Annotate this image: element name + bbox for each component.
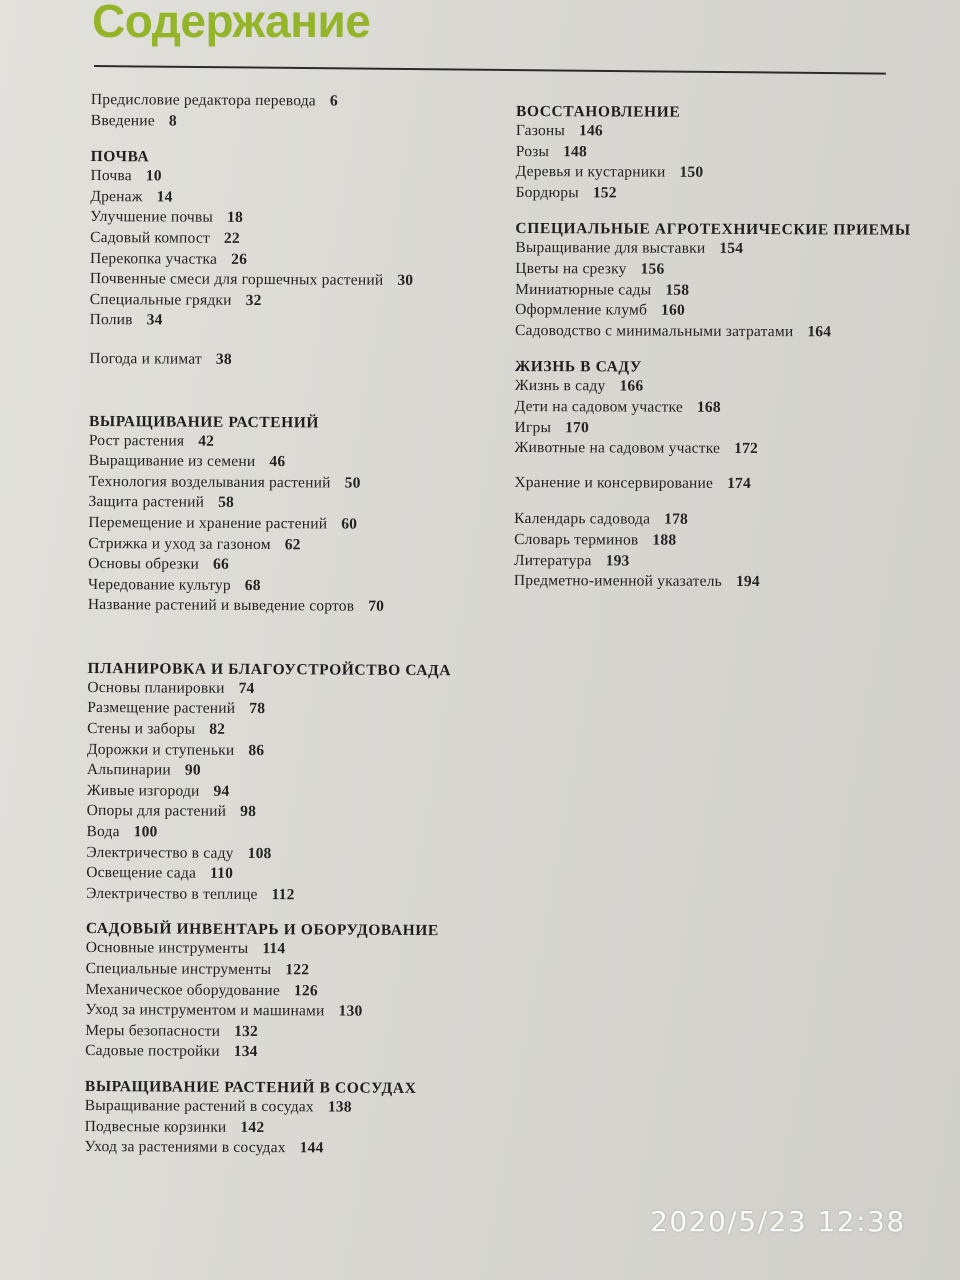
toc-section	[88, 412, 509, 619]
entry-title: Освещение сада	[86, 864, 197, 882]
toc-section	[89, 349, 509, 372]
entry-title: Улучшение почвы	[90, 208, 214, 227]
toc-entry	[90, 187, 510, 210]
entry-page-number: 86	[248, 741, 265, 759]
entry-page-number: 156	[640, 260, 665, 278]
entry-title: Деревья и кустарники	[515, 163, 666, 181]
toc-entry	[89, 431, 509, 454]
entry-page-number: 142	[240, 1118, 265, 1136]
section-heading: ВЫРАЩИВАНИЕ РАСТЕНИЙ	[88, 412, 320, 431]
entry-page-number: 154	[719, 240, 744, 258]
entry-page-number: 146	[578, 122, 603, 140]
toc-entry	[91, 90, 511, 113]
entry-page-number: 158	[665, 281, 690, 299]
toc-section	[515, 219, 916, 343]
toc-entry	[87, 719, 507, 742]
entry-title: Вода	[86, 823, 120, 841]
entry-title: Перемещение и хранение растений	[88, 513, 328, 533]
toc-entry	[87, 740, 507, 763]
toc-entry	[90, 207, 510, 230]
title-rule	[94, 65, 886, 75]
toc-entry	[90, 290, 510, 313]
entry-title: Основные инструменты	[85, 939, 249, 958]
entry-page-number: 194	[735, 573, 760, 591]
entry-title: Садоводство с минимальными затратами	[514, 321, 794, 340]
section-heading: ПОЧВА	[90, 148, 150, 166]
section-heading: ВЫРАЩИВАНИЕ РАСТЕНИЙ В СОСУДАХ	[84, 1077, 417, 1097]
entry-page-number: 160	[661, 301, 685, 319]
entry-title: Календарь садовода	[514, 510, 651, 528]
toc-section	[514, 509, 914, 593]
entry-page-number: 170	[565, 418, 589, 436]
toc-entry	[86, 959, 506, 982]
entry-page-number: 10	[145, 167, 162, 185]
toc-entry	[87, 801, 507, 824]
entry-page-number: 34	[146, 311, 163, 329]
entry-page-number: 110	[210, 864, 234, 883]
entry-title: Выращивание для выставки	[515, 239, 706, 258]
entry-title: Выращивание из семени	[88, 452, 256, 471]
entry-page-number: 138	[327, 1098, 352, 1116]
entry-page-number: 166	[619, 377, 644, 395]
toc-entry	[516, 121, 916, 143]
entry-title: Цветы на срезку	[515, 259, 627, 278]
entry-title: Миниатюрные сады	[515, 280, 652, 299]
entry-page-number: 114	[262, 940, 286, 958]
entry-page-number: 46	[269, 453, 286, 471]
toc-entry	[87, 760, 507, 783]
toc-left-column	[84, 90, 511, 1160]
toc-entry	[85, 1117, 505, 1140]
toc-section	[514, 473, 914, 495]
entry-title: Полив	[89, 311, 133, 329]
entry-title: Альпинарии	[86, 761, 172, 779]
entry-title: Предметно-именной указатель	[513, 572, 723, 590]
entry-page-number: 172	[734, 440, 759, 458]
entry-title: Словарь терминов	[514, 530, 639, 549]
entry-page-number: 78	[249, 700, 266, 718]
toc-entry	[516, 162, 916, 184]
entry-title: Название растений и выведение сортов	[87, 596, 355, 615]
entry-title: Почвенные смеси для горшечных растений	[89, 270, 384, 289]
toc-section	[516, 102, 916, 205]
entry-page-number: 60	[341, 515, 358, 533]
entry-title: Электричество в саду	[86, 843, 234, 862]
toc-entry	[515, 376, 915, 398]
entry-title: Игры	[514, 418, 552, 436]
entry-title: Садовые постройки	[85, 1042, 220, 1061]
entry-page-number: 74	[238, 679, 255, 697]
entry-page-number: 62	[284, 535, 301, 553]
entry-title: Введение	[90, 111, 155, 129]
entry-page-number: 164	[807, 323, 832, 341]
toc-section	[90, 147, 511, 333]
toc-entry	[88, 533, 508, 556]
toc-entry	[515, 397, 915, 419]
entry-page-number: 152	[592, 184, 617, 202]
toc-entry	[91, 111, 511, 134]
entry-page-number: 100	[133, 823, 158, 841]
toc-entry	[85, 1096, 505, 1119]
entry-title: Животные на садовом участке	[514, 439, 721, 458]
entry-title: Механическое оборудование	[85, 980, 281, 999]
entry-title: Оформление клумб	[515, 301, 648, 319]
entry-page-number: 70	[368, 597, 385, 616]
entry-title: Дети на садовом участке	[514, 397, 683, 416]
toc-entry	[84, 1137, 504, 1160]
toc-entry	[89, 349, 509, 372]
entry-page-number: 32	[245, 291, 262, 309]
entry-title: Уход за растениями в сосудах	[84, 1138, 286, 1157]
toc-entry	[514, 509, 914, 531]
entry-title: Жизнь в саду	[514, 377, 606, 395]
toc-entry	[514, 571, 914, 593]
page-title: Содержание	[92, 0, 371, 47]
entry-title: Специальные инструменты	[85, 959, 272, 979]
entry-title: Чередование культур	[87, 575, 231, 594]
entry-page-number: 122	[285, 961, 310, 979]
toc-entry	[90, 228, 510, 251]
entry-page-number: 66	[212, 555, 230, 573]
entry-page-number: 98	[240, 803, 257, 821]
toc-entry	[86, 863, 506, 886]
entry-title: Литература	[513, 551, 592, 569]
entry-page-number: 134	[233, 1043, 258, 1061]
section-heading: ПЛАНИРОВКА И БЛАГОУСТРОЙСТВО САДА	[87, 659, 452, 680]
toc-entry	[88, 595, 508, 618]
entry-title: Хранение и консервирование	[514, 473, 714, 492]
toc-entry	[88, 575, 508, 598]
entry-page-number: 82	[209, 720, 226, 738]
toc-entry	[86, 822, 506, 845]
entry-title: Подвесные корзинки	[84, 1117, 227, 1136]
entry-page-number: 94	[213, 782, 230, 800]
section-heading: ВОССТАНОВЛЕНИЕ	[515, 102, 681, 121]
entry-title: Защита растений	[88, 493, 205, 512]
entry-page-number: 150	[679, 163, 704, 182]
toc-entry	[90, 249, 510, 272]
entry-title: Дорожки и ступеньки	[86, 740, 235, 759]
toc-entry	[86, 938, 506, 961]
toc-entry	[90, 310, 510, 333]
toc-entry	[514, 530, 914, 552]
entry-page-number: 148	[563, 142, 588, 160]
toc-entry	[90, 269, 510, 292]
toc-entry	[88, 492, 508, 515]
entry-title: Почва	[90, 167, 132, 185]
entry-page-number: 18	[227, 209, 244, 227]
toc-entry	[85, 1000, 505, 1023]
entry-page-number: 90	[184, 761, 201, 779]
toc-entry	[85, 1021, 505, 1044]
entry-title: Живые изгороди	[86, 781, 200, 800]
toc-entry	[515, 280, 915, 302]
entry-title: Меры безопасности	[85, 1021, 221, 1040]
photo-timestamp: 2020/5/23 12:38	[650, 1205, 906, 1238]
entry-title: Бордюры	[515, 183, 579, 202]
entry-title: Специальные грядки	[89, 290, 232, 309]
toc-entry	[87, 678, 507, 701]
toc-entry	[89, 451, 509, 474]
entry-title: Дренаж	[90, 187, 143, 206]
entry-title: Погода и климат	[89, 349, 202, 368]
toc-entry	[86, 843, 506, 866]
toc-section	[514, 357, 914, 460]
toc-entry	[515, 418, 915, 440]
toc-entry	[515, 238, 915, 260]
entry-page-number: 126	[293, 981, 318, 999]
entry-title: Газоны	[515, 121, 566, 140]
entry-page-number: 178	[664, 510, 689, 529]
entry-page-number: 30	[397, 272, 414, 290]
toc-section	[84, 1077, 504, 1160]
section-heading: ЖИЗНЬ В САДУ	[514, 358, 642, 376]
toc-entry	[88, 513, 508, 536]
entry-page-number: 144	[299, 1139, 324, 1157]
entry-title: Основы обрезки	[88, 555, 200, 573]
toc-entry	[87, 698, 507, 721]
toc-right-column	[514, 102, 916, 593]
toc-entry	[516, 142, 916, 164]
toc-section	[85, 919, 506, 1064]
section-heading: СПЕЦИАЛЬНЫЕ АГРОТЕХНИЧЕСКИЕ ПРИЕМЫ	[515, 220, 911, 240]
toc-entry	[85, 1041, 505, 1064]
entry-title: Розы	[515, 142, 550, 160]
entry-title: Стены и заборы	[87, 720, 196, 738]
entry-title: Предисловие редактора перевода	[90, 90, 316, 110]
toc-entry	[516, 183, 916, 205]
entry-page-number: 68	[244, 576, 261, 594]
entry-page-number: 42	[198, 432, 215, 450]
entry-page-number: 168	[696, 398, 721, 416]
toc-entry	[86, 884, 506, 907]
toc-entry	[89, 472, 509, 495]
toc-entry	[514, 438, 914, 460]
entry-page-number: 26	[231, 250, 248, 268]
entry-page-number: 132	[234, 1022, 259, 1040]
toc-entry	[515, 259, 915, 281]
toc-section	[91, 90, 511, 134]
entry-title: Уход за инструментом и машинами	[85, 1001, 325, 1020]
toc-entry	[515, 300, 915, 322]
entry-title: Основы планировки	[87, 678, 225, 697]
entry-page-number: 8	[168, 112, 177, 130]
section-heading: САДОВЫЙ ИНВЕНТАРЬ И ОБОРУДОВАНИЕ	[85, 920, 439, 940]
entry-title: Рост растения	[88, 431, 185, 450]
toc-entry	[515, 321, 915, 343]
entry-title: Электричество в теплице	[86, 884, 258, 903]
entry-page-number: 38	[215, 350, 232, 368]
entry-title: Садовый компост	[90, 228, 211, 247]
entry-page-number: 108	[247, 844, 272, 862]
entry-page-number: 22	[223, 229, 240, 247]
toc-entry	[87, 781, 507, 804]
entry-page-number: 174	[727, 474, 752, 492]
toc-entry	[90, 166, 510, 189]
toc-entry	[85, 980, 505, 1003]
entry-title: Технология возделывания растений	[88, 472, 331, 492]
entry-title: Стрижка и уход за газоном	[88, 534, 271, 553]
entry-page-number: 58	[218, 494, 235, 512]
entry-page-number: 193	[605, 551, 630, 569]
toc-entry	[88, 554, 508, 577]
toc-entry	[514, 550, 914, 572]
entry-page-number: 6	[329, 92, 338, 110]
entry-title: Опоры для растений	[86, 802, 227, 821]
toc-section	[86, 659, 507, 907]
entry-page-number: 130	[338, 1002, 363, 1020]
toc-entry	[514, 473, 914, 495]
entry-page-number: 188	[652, 531, 677, 549]
entry-page-number: 112	[271, 885, 295, 904]
entry-title: Размещение растений	[87, 699, 236, 718]
entry-title: Перекопка участка	[89, 249, 218, 268]
entry-page-number: 50	[344, 474, 361, 492]
entry-title: Выращивание растений в сосудах	[84, 1096, 314, 1116]
entry-page-number: 14	[156, 188, 173, 206]
